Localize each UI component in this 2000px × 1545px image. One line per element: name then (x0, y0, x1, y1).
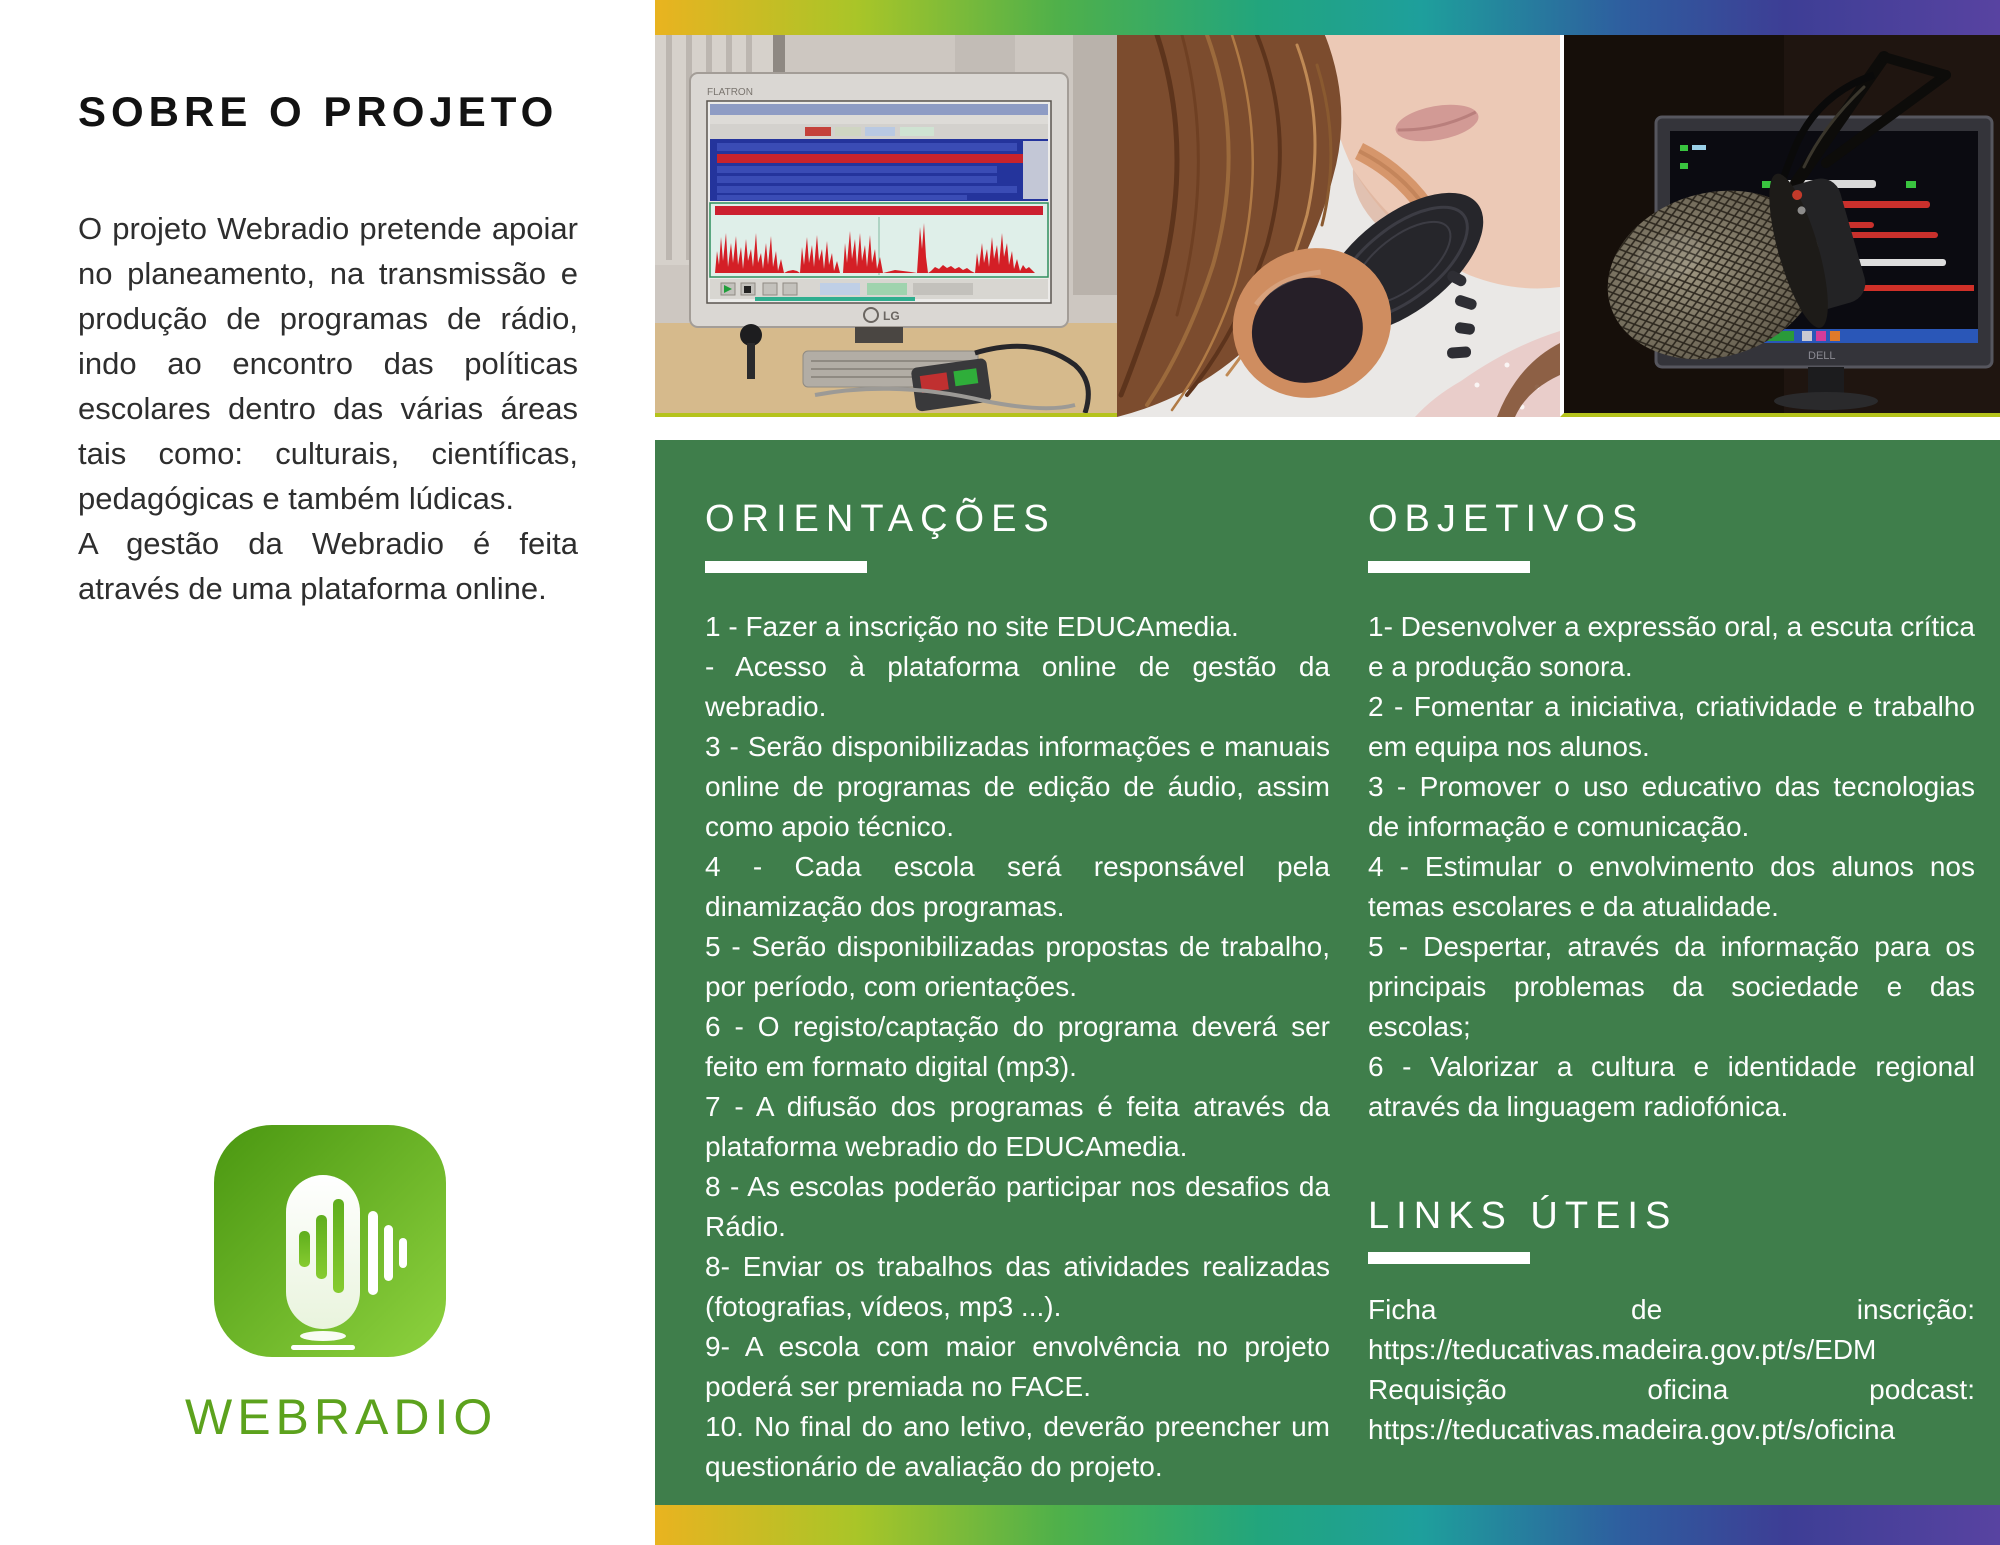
orientacoes-heading: ORIENTAÇÕES (705, 498, 1056, 540)
heading-underline (1368, 561, 1530, 573)
links-list (1368, 1290, 1975, 1450)
orientacoes-item: 5 - Serão disponibilizadas propostas de trabalho, por período, com orientações. (705, 931, 1330, 1002)
headphones-illustration (1117, 35, 1560, 417)
waveform-panel (710, 203, 1048, 277)
monitor-brand-label: FLATRON (707, 87, 753, 98)
photo-studio-microphone (1560, 35, 2000, 417)
objetivos-item: 4 - Estimular o envolvimento dos alunos nos temas escolares e da atualidade. (1368, 851, 1975, 922)
orientacoes-item: 4 - Cada escola será responsável pela dinamização dos programas. (705, 851, 1330, 922)
objetivos-item: 6 - Valorizar a cultura e identidade regional através da linguagem radiofónica. (1368, 1051, 1975, 1122)
photo-headphones (1117, 35, 1560, 417)
link-line: Requisição oficina podcast: https://teducativas.madeira.gov.pt/s/oficina (1368, 1374, 1975, 1445)
info-panel (655, 440, 2000, 1505)
about-paragraph-1: O projeto Webradio pretende apoiar no planeamento, na transmissão e produção de programas de rádio, indo ao encontro das políticas escolares dentro das várias áreas tais como: culturais, científicas, pedagógicas e também lúdicas. (78, 211, 578, 516)
monitor-stand (855, 327, 903, 343)
about-paragraph-2: A gestão da Webradio é feita através de uma plataforma online. (78, 526, 578, 606)
orientacoes-item: 8 - As escolas poderão participar nos desafios da Rádio. (705, 1171, 1330, 1242)
orientacoes-item: 7 - A difusão dos programas é feita através da plataforma webradio do EDUCAmedia. (705, 1091, 1330, 1162)
bottom-gradient-bar (655, 1505, 2000, 1545)
objetivos-section (1368, 498, 1975, 1127)
orientacoes-item: 6 - O registo/captação do programa deverá ser feito em formato digital (mp3). (705, 1011, 1330, 1082)
orientacoes-item: 1 - Fazer a inscrição no site EDUCAmedia. (705, 611, 1239, 642)
dell-brand-label: DELL (1808, 350, 1836, 362)
orientacoes-list (705, 607, 1330, 1487)
playlist-rows (710, 139, 1048, 201)
heading-underline (705, 561, 867, 573)
about-column (78, 88, 578, 611)
logo-wordmark: WEBRADIO (185, 1389, 498, 1445)
objetivos-item: 2 - Fomentar a iniciativa, criatividade e trabalho em equipa nos alunos. (1368, 691, 1975, 762)
orientacoes-item: 8- Enviar os trabalhos das atividades realizadas (fotografias, vídeos, mp3 ...). (705, 1251, 1330, 1322)
objetivos-heading: OBJETIVOS (1368, 498, 1645, 540)
links-section (1368, 1195, 1975, 1450)
link-line: Ficha de inscrição: https://teducativas.madeira.gov.pt/s/EDM (1368, 1294, 1975, 1365)
page-title: SOBRE O PROJETO (78, 88, 559, 135)
orientacoes-item: 9- A escola com maior envolvência no projeto poderá ser premiada no FACE. (705, 1331, 1330, 1402)
orientacoes-item: 10. No final do ano letivo, deverão preencher um questionário de avaliação do projeto. (705, 1411, 1330, 1482)
lg-brand-label: LG (883, 309, 900, 323)
orientacoes-item: - Acesso à plataforma online de gestão da webradio. (705, 651, 1330, 722)
objetivos-item: 5 - Despertar, através da informação para os principais problemas da sociedade e das escolas; (1368, 931, 1975, 1042)
studio-mic-illustration (1564, 35, 2000, 413)
objetivos-item: 1- Desenvolver a expressão oral, a escuta crítica e a produção sonora. (1368, 611, 1975, 682)
right-column (1368, 498, 1975, 1450)
objetivos-item: 3 - Promover o uso educativo das tecnologias de informação e comunicação. (1368, 771, 1975, 842)
links-heading: LINKS ÚTEIS (1368, 1195, 1678, 1237)
photo-audio-editing (655, 35, 1117, 417)
webradio-logo-icon (214, 1125, 446, 1357)
transport-controls (710, 279, 1048, 301)
audio-editing-illustration (655, 35, 1117, 413)
orientacoes-item: 3 - Serão disponibilizadas informações e manuais online de programas de edição de áudio, assim como apoio técnico. (705, 731, 1330, 842)
webradio-logo (185, 1125, 498, 1446)
photo-strip (655, 35, 2000, 417)
objetivos-list (1368, 607, 1975, 1127)
orientacoes-section (705, 498, 1330, 1487)
about-text (78, 206, 578, 611)
monitor (690, 73, 1068, 327)
top-gradient-bar (655, 0, 2000, 35)
heading-underline (1368, 1252, 1530, 1264)
